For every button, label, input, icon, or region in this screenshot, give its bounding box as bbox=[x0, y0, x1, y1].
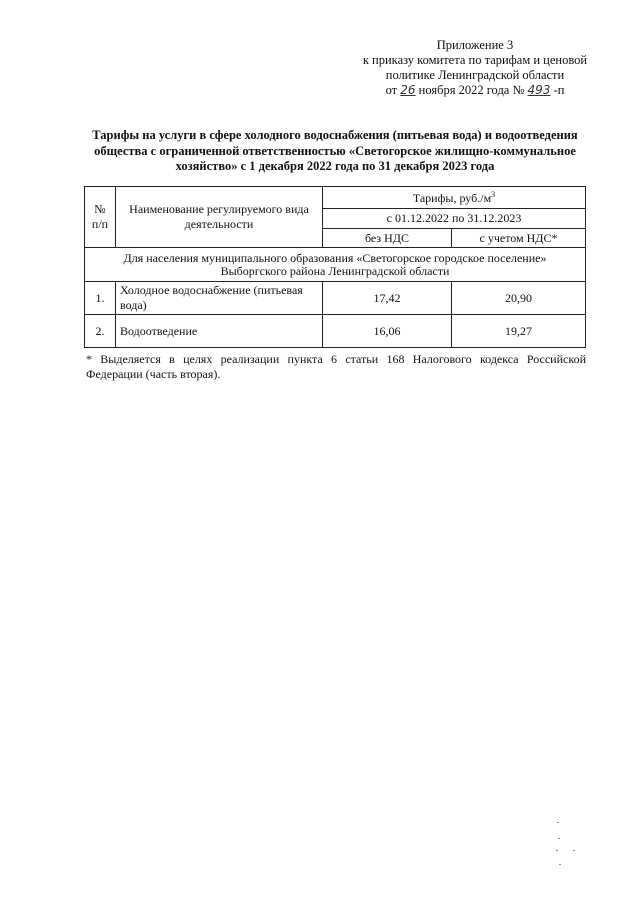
table-group-row bbox=[85, 248, 586, 282]
document-title bbox=[90, 128, 580, 175]
footnote: * Выделяется в целях реализации пункта 6 статьи 168 Налогового кодекса Российской Федерации (часть вторая). bbox=[86, 352, 586, 381]
appendix-title: Приложение 3 bbox=[436, 38, 514, 52]
tariff-table bbox=[84, 186, 586, 348]
table-row bbox=[85, 315, 586, 348]
table-header-row bbox=[85, 187, 586, 209]
header-tariffs-sup: 3 bbox=[491, 189, 496, 199]
table-row bbox=[85, 282, 586, 315]
title-line-2: общества с ограниченной ответственностью «Светогорское жилищно-коммунальное bbox=[94, 143, 576, 158]
row-name: Холодное водоснабжение (питьевая вода) bbox=[116, 282, 323, 315]
row-with-vat: 19,27 bbox=[452, 315, 586, 348]
handwritten-day: 26 bbox=[400, 83, 416, 97]
group-label: Для населения муниципального образования «Светогорское городское поселение» Выборгского района Ленинградской области bbox=[85, 248, 586, 282]
row-no-vat: 17,42 bbox=[323, 282, 452, 315]
header-activity: Наименование регулируемого вида деятельности bbox=[116, 187, 323, 248]
scan-marks bbox=[555, 820, 585, 870]
row-num: 1. bbox=[85, 282, 116, 315]
title-line-1: Тарифы на услуги в сфере холодного водоснабжения (питьевая вода) и водоотведения bbox=[92, 128, 578, 142]
date-suffix: -п bbox=[553, 83, 565, 97]
date-prefix: от bbox=[385, 83, 398, 97]
appendix-order-line: к приказу комитета по тарифам и ценовой bbox=[362, 53, 588, 67]
header-period: с 01.12.2022 по 31.12.2023 bbox=[323, 209, 586, 229]
row-no-vat: 16,06 bbox=[323, 315, 452, 348]
date-middle: ноября 2022 года № bbox=[418, 83, 525, 97]
header-tariffs-label: Тарифы, руб./м bbox=[412, 190, 492, 205]
handwritten-number: 493 bbox=[527, 83, 551, 97]
appendix-date-line bbox=[360, 83, 590, 98]
row-num: 2. bbox=[85, 315, 116, 348]
appendix-header bbox=[360, 38, 590, 98]
appendix-committee-line: политике Ленинградской области bbox=[385, 68, 565, 82]
header-tariffs bbox=[323, 187, 586, 209]
row-name: Водоотведение bbox=[116, 315, 323, 348]
header-with-vat: с учетом НДС* bbox=[452, 229, 586, 248]
title-line-3: хозяйство» с 1 декабря 2022 года по 31 декабря 2023 года bbox=[175, 159, 495, 173]
header-num: № п/п bbox=[85, 187, 116, 248]
row-with-vat: 20,90 bbox=[452, 282, 586, 315]
header-no-vat: без НДС bbox=[323, 229, 452, 248]
